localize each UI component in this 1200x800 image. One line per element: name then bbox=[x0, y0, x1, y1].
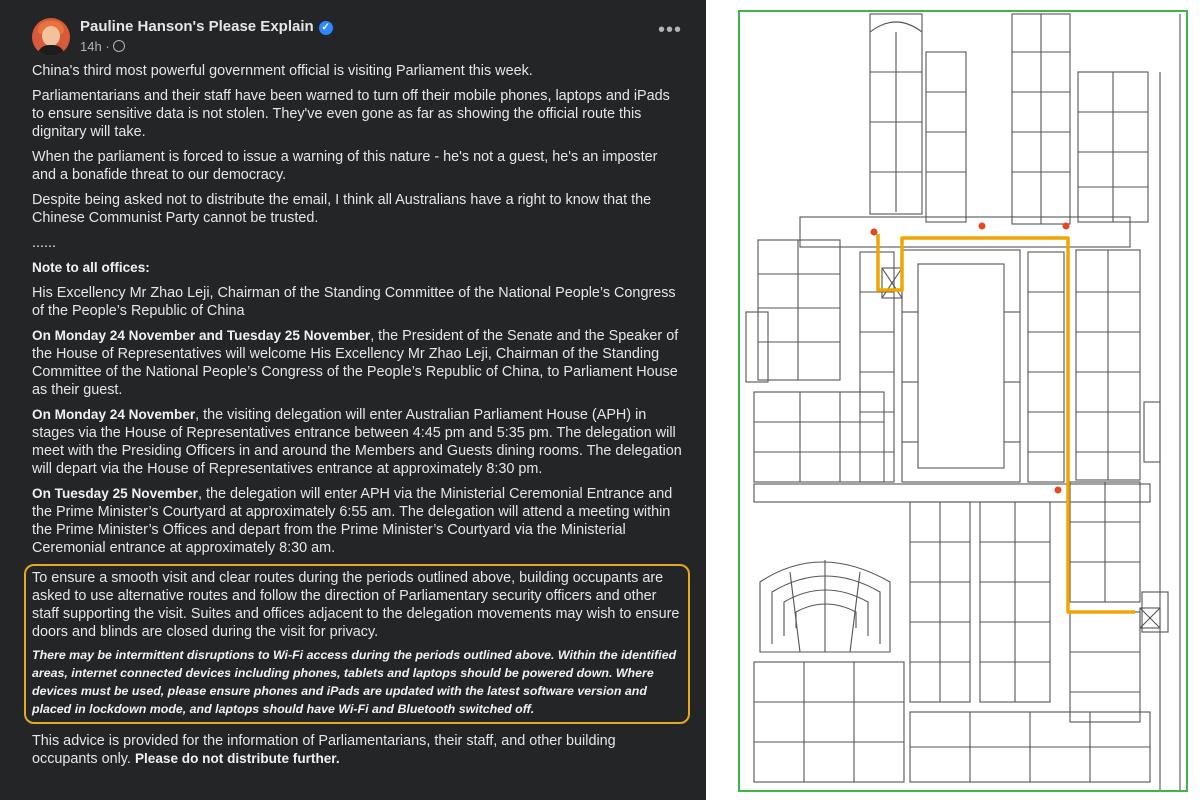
floor-plan bbox=[740, 12, 1186, 790]
post-meta: 14h · bbox=[80, 39, 125, 54]
email-dignitary: His Excellency Mr Zhao Leji, Chairman of the Standing Committee of the National People’s Congress of the People’s Republic of China bbox=[32, 285, 676, 319]
page-name[interactable]: Pauline Hanson's Please Explain bbox=[80, 18, 314, 35]
highlight-paragraph: To ensure a smooth visit and clear routes during the periods outlined above, building occupants are asked to use alternative routes and follow the direction of Parliamentary security officers and other staff supporting the visit. Suites and offices adjacent to the delegation movements may wish to ensure doors and blinds are closed during the visit for privacy. bbox=[32, 570, 680, 640]
post-content bbox=[32, 62, 682, 775]
page-name-link[interactable] bbox=[80, 18, 333, 35]
delegation-route bbox=[878, 234, 1135, 612]
email-note-heading: Note to all offices: bbox=[32, 260, 150, 275]
email-paragraph: On Monday 24 November and Tuesday 25 November, the President of the Senate and the Speaker of the House of Representatives will welcome His Excellency Mr Zhao Leji, Chairman of the Standing Committee of the National People’s Congress of the People’s Republic of China, to Parliament House as their guest. bbox=[32, 328, 679, 398]
post-paragraph: Despite being asked not to distribute the email, I think all Australians have a right to know that the Chinese Communist Party cannot be trusted. bbox=[32, 192, 652, 226]
post-header bbox=[32, 16, 682, 58]
post-paragraph: China's third most powerful government official is visiting Parliament this week. bbox=[32, 63, 533, 79]
email-closing: This advice is provided for the information of Parliamentarians, their staff, and other building occupants only. Please do not distribute further. bbox=[32, 733, 616, 767]
route-marker bbox=[1063, 223, 1070, 230]
post-paragraph: Parliamentarians and their staff have been warned to turn off their mobile phones, laptops and iPads to ensure sensitive data is not stolen. They've even gone as far as showing the official route this dignitary will take. bbox=[32, 88, 670, 140]
page-avatar[interactable] bbox=[32, 18, 70, 56]
highlight-box bbox=[24, 564, 690, 724]
email-paragraph: On Monday 24 November, the visiting delegation will enter Australian Parliament House (APH) in stages via the House of Representatives entrance between 4:45 pm and 5:35 pm. The delegation will meet with the Presiding Officers in and around the Members and Guests dining rooms. The delegation will depart via the House of Representatives entrance at approximately 8:30 pm. bbox=[32, 407, 682, 477]
globe-icon bbox=[113, 40, 125, 52]
more-options-icon[interactable]: ••• bbox=[657, 19, 682, 41]
post-paragraph: When the parliament is forced to issue a warning of this nature - he's not a guest, he's an imposter and a bonafide threat to our democracy. bbox=[32, 149, 658, 183]
post-timestamp[interactable]: 14h bbox=[80, 39, 102, 54]
post-ellipsis: ...... bbox=[32, 235, 56, 251]
email-paragraph: On Tuesday 25 November, the delegation will enter APH via the Ministerial Ceremonial Entrance and the Prime Minister’s Courtyard at approximately 6:55 am. The delegation will attend a meeting within the Prime Minister’s Offices and depart from the Prime Minister’s Courtyard via the Ministerial Ceremonial entrance at approximately 8:30 am. bbox=[32, 486, 673, 556]
floor-plan-image bbox=[738, 10, 1188, 792]
route-marker bbox=[979, 223, 986, 230]
route-marker bbox=[1055, 487, 1062, 494]
wifi-warning: There may be intermittent disruptions to Wi-Fi access during the periods outlined above. Within the identified areas, internet connected devices including phones, tablets and laptops should be powered down. Where devices must be used, please ensure phones and iPads are updated with the latest software version and placed in lockdown mode, and laptops should have Wi-Fi and Bluetooth switched off. bbox=[32, 648, 677, 716]
route-marker bbox=[871, 229, 878, 236]
verified-badge-icon: ✓ bbox=[319, 21, 333, 35]
